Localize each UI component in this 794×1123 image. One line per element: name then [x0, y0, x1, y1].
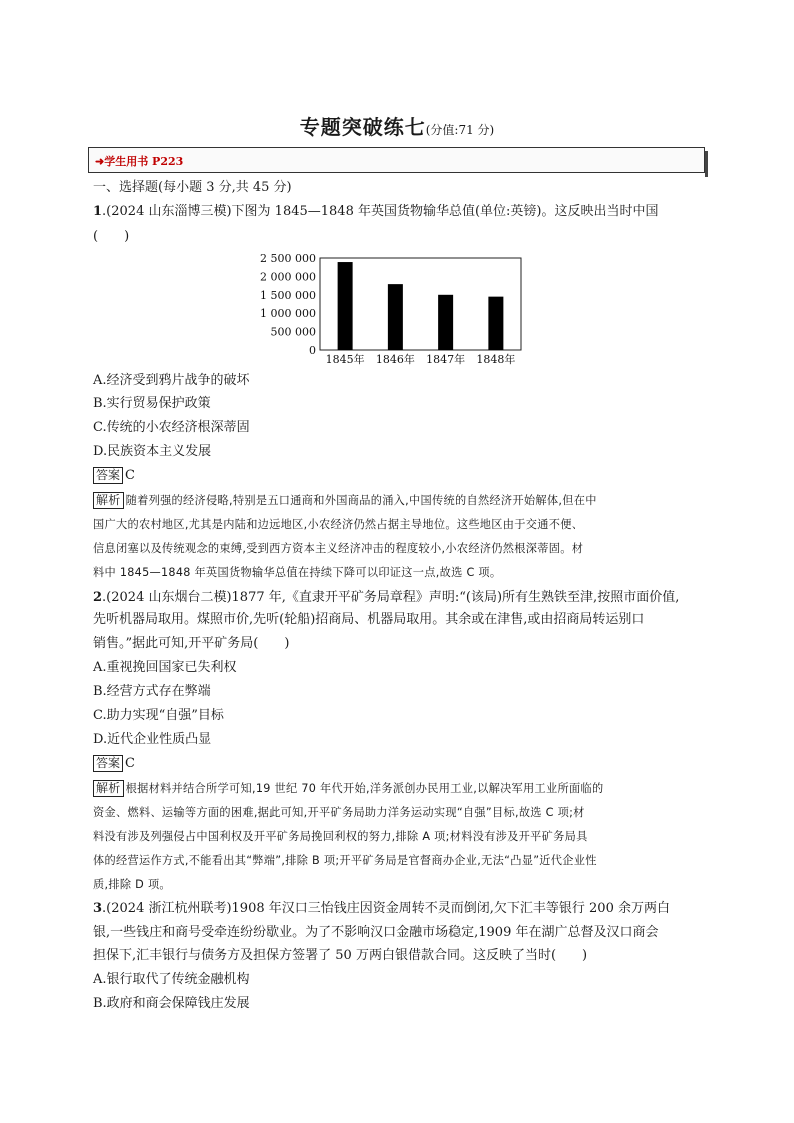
student-book-ref: ➜学生用书 P223	[95, 155, 184, 168]
x-tick-label: 1848年	[476, 353, 516, 366]
y-tick-label: 1 000 000	[260, 307, 316, 321]
q2-explanation-line-4: 体的经营运作方式,不能看出其“弊端”,排除 B 项;开平矿务局是官督商办企业,无法“凸显”近代企业性	[93, 854, 597, 867]
q1-explanation-line-4: 料中 1845—1848 年英国货物输华总值在持续下降可以印证这一点,故选 C 项。	[93, 566, 502, 579]
answer-label: 答案	[93, 755, 123, 772]
q3-stem-line-1: 3.(2024 浙江杭州联考)1908 年汉口三怡钱庄因资金周转不灵而倒闭,欠下汇丰等银行 200 余万两白	[93, 901, 670, 916]
bar-1846年	[388, 284, 403, 350]
q1-bar-chart	[256, 250, 536, 368]
y-tick-label: 0	[309, 344, 316, 357]
explanation-label: 解析	[93, 492, 124, 509]
x-tick-label: 1846年	[375, 353, 415, 366]
q2-stem-line-2: 先听机器局取用。煤照市价,先听(轮船)招商局、机器局取用。其余或在津售,或由招商局转运别口	[93, 612, 645, 627]
q1-answer-value: C	[125, 468, 135, 483]
x-tick-label: 1845年	[325, 353, 365, 366]
q1-option-c: C.传统的小农经济根深蒂固	[93, 420, 250, 435]
q3-number: 3	[93, 901, 103, 916]
q1-stem-line-1	[93, 204, 659, 220]
q2-explanation-line-3: 料没有涉及列强侵占中国利权及开平矿务局挽回利权的努力,排除 A 项;材料没有涉及开平矿务局具	[93, 830, 588, 843]
y-tick-label: 1 500 000	[260, 288, 316, 302]
q3-stem-line-3: 担保下,汇丰银行与债务方及担保方签署了 50 万两白银借款合同。这反映了当时( )	[93, 948, 588, 963]
q1-explanation-line-1: 解析 随着列强的经济侵略,特别是五口通商和外国商品的涌入,中国传统的自然经济开始解体,但在中	[93, 492, 597, 509]
q1-option-d: D.民族资本主义发展	[93, 444, 212, 459]
q2-answer	[93, 755, 135, 772]
q1-stem-text: .(2024 山东淄博三模)下图为 1845—1848 年英国货物输华总值(单位:英镑)。这反映出当时中国	[102, 204, 659, 219]
q2-explanation-line-2: 资金、燃料、运输等方面的困难,据此可知,开平矿务局助力洋务运动实现“自强”目标,故选 C 项;材	[93, 806, 585, 819]
q2-number: 2	[93, 590, 103, 605]
q2-answer-value: C	[125, 756, 135, 771]
page-title-row	[0, 111, 794, 140]
bar-1848年	[488, 297, 503, 350]
bar-1845年	[338, 262, 353, 350]
q2-explanation-line-1: 解析 根据材料并结合所学可知,19 世纪 70 年代开始,洋务派创办民用工业,以解决军用工业所面临的	[93, 780, 603, 797]
q3-option-b: B.政府和商会保障钱庄发展	[93, 996, 250, 1011]
q2-option-c: C.助力实现“自强”目标	[93, 708, 224, 723]
q2-option-a: A.重视挽回国家已失利权	[93, 660, 237, 675]
q1-number: 1	[93, 204, 103, 219]
page-title: 专题突破练七	[299, 115, 426, 139]
q3-option-a: A.银行取代了传统金融机构	[93, 972, 250, 987]
explanation-label: 解析	[93, 780, 124, 797]
q2-explanation-line-5: 质,排除 D 项。	[93, 878, 171, 891]
x-tick-label: 1847年	[426, 353, 466, 366]
q2-stem-line-3: 销售。”据此可知,开平矿务局( )	[93, 636, 290, 651]
q1-explanation-line-2: 国广大的农村地区,尤其是内陆和边远地区,小农经济仍然占据主导地位。这些地区由于交通不便、	[93, 518, 584, 531]
answer-label: 答案	[93, 467, 123, 484]
q2-stem-line-1: 2.(2024 山东烟台二模)1877 年,《直隶开平矿务局章程》声明:“(该局)所有生熟铁至津,按照市面价值,	[93, 590, 680, 605]
q1-answer	[93, 467, 135, 484]
q1-option-a: A.经济受到鸦片战争的破坏	[93, 373, 250, 388]
y-tick-label: 2 500 000	[260, 252, 316, 265]
q2-option-b: B.经营方式存在弊端	[93, 684, 211, 699]
y-tick-label: 500 000	[270, 325, 316, 339]
student-book-banner	[88, 147, 705, 173]
section-heading: 一、选择题(每小题 3 分,共 45 分)	[93, 180, 292, 195]
y-tick-label: 2 000 000	[260, 270, 316, 284]
q1-answer-blank: ( )	[93, 229, 130, 244]
q1-option-b: B.实行贸易保护政策	[93, 396, 211, 411]
bar-1847年	[438, 295, 453, 350]
score-note: (分值:71 分)	[425, 123, 495, 137]
q3-stem-line-2: 银,一些钱庄和商号受牵连纷纷歇业。为了不影响汉口金融市场稳定,1909 年在湖广总督及汉口商会	[93, 925, 659, 940]
q2-option-d: D.近代企业性质凸显	[93, 732, 212, 747]
q1-explanation-line-3: 信息闭塞以及传统观念的束缚,受到西方资本主义经济冲击的程度较小,小农经济仍然根深蒂固。材	[93, 542, 584, 555]
